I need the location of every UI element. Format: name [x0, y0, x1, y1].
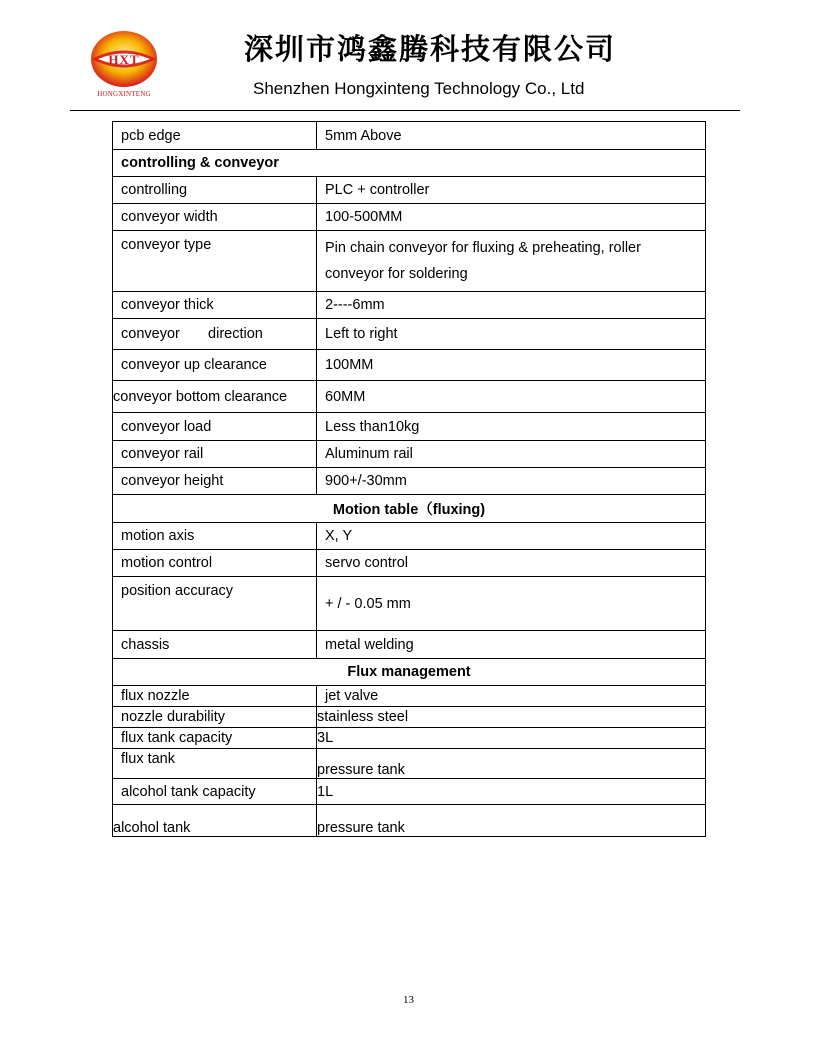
table-row: [113, 413, 706, 441]
spec-label: motion axis: [113, 523, 317, 550]
spec-value: 900+/-30mm: [317, 468, 706, 495]
header-divider: [70, 110, 740, 111]
spec-value: Less than10kg: [317, 413, 706, 441]
spec-value: 5mm Above: [317, 122, 706, 150]
spec-label: flux tank: [113, 749, 317, 779]
spec-label: flux nozzle: [113, 686, 317, 707]
section-header-row: [113, 150, 706, 177]
spec-label: conveyor type: [113, 231, 317, 292]
spec-value: X, Y: [317, 523, 706, 550]
spec-value: + / - 0.05 mm: [317, 577, 706, 631]
table-row: [113, 468, 706, 495]
section-header-row: [113, 495, 706, 523]
spec-value: 100-500MM: [317, 204, 706, 231]
section-title: Motion table（fluxing): [113, 495, 706, 523]
spec-value: Left to right: [317, 319, 706, 350]
logo-text: HXT: [108, 52, 140, 67]
spec-value: servo control: [317, 550, 706, 577]
spec-label: conveyor thick: [113, 292, 317, 319]
spec-label: alcohol tank capacity: [113, 779, 317, 805]
page-number: 13: [403, 994, 414, 1006]
table-row: [113, 577, 706, 631]
table-row: [113, 292, 706, 319]
spec-value: 60MM: [317, 381, 706, 413]
table-row: [113, 177, 706, 204]
spec-label: conveyor width: [113, 204, 317, 231]
table-row: [113, 631, 706, 659]
spec-value: PLC + controller: [317, 177, 706, 204]
spec-value: metal welding: [317, 631, 706, 659]
section-header-row: [113, 659, 706, 686]
logo-emblem-icon: [88, 28, 160, 90]
spec-value: stainless steel: [317, 707, 706, 728]
spec-value: 1L: [317, 779, 706, 805]
table-row: [113, 441, 706, 468]
spec-value: jet valve: [317, 686, 706, 707]
spec-label: conveyor rail: [113, 441, 317, 468]
spec-value: pressure tank: [317, 749, 706, 779]
spec-label: conveyor up clearance: [113, 350, 317, 381]
spec-label: flux tank capacity: [113, 728, 317, 749]
company-logo: [88, 28, 160, 102]
spec-label: controlling: [113, 177, 317, 204]
spec-label: alcohol tank: [113, 805, 317, 837]
spec-label: conveyor load: [113, 413, 317, 441]
table-row: [113, 122, 706, 150]
spec-label: pcb edge: [113, 122, 317, 150]
spec-label: chassis: [113, 631, 317, 659]
section-title: controlling & conveyor: [113, 150, 706, 177]
company-name-chinese: 深圳市鸿鑫腾科技有限公司: [244, 32, 617, 66]
spec-value: 2----6mm: [317, 292, 706, 319]
table-row: [113, 686, 706, 707]
table-row: [113, 523, 706, 550]
spec-label: conveyor direction: [113, 319, 317, 350]
spec-value: 100MM: [317, 350, 706, 381]
spec-label: conveyor height: [113, 468, 317, 495]
table-row: [113, 749, 706, 779]
section-title: Flux management: [113, 659, 706, 686]
table-row: [113, 550, 706, 577]
table-row: [113, 204, 706, 231]
spec-table: [112, 121, 706, 837]
spec-label: position accuracy: [113, 577, 317, 631]
spec-value: Pin chain conveyor for fluxing & preheating, roller conveyor for soldering: [317, 231, 706, 292]
spec-value: Aluminum rail: [317, 441, 706, 468]
table-row: [113, 779, 706, 805]
table-row: [113, 381, 706, 413]
table-row: [113, 350, 706, 381]
spec-label: nozzle durability: [113, 707, 317, 728]
spec-value: pressure tank: [317, 805, 706, 837]
spec-value: 3L: [317, 728, 706, 749]
company-name-english: Shenzhen Hongxinteng Technology Co., Ltd: [253, 79, 585, 98]
table-row: [113, 319, 706, 350]
table-row: [113, 231, 706, 292]
table-row: [113, 707, 706, 728]
spec-label: motion control: [113, 550, 317, 577]
spec-label: conveyor bottom clearance: [113, 381, 317, 413]
table-row: [113, 805, 706, 837]
logo-subtitle: HONGXINTENG: [97, 90, 151, 98]
table-row: [113, 728, 706, 749]
